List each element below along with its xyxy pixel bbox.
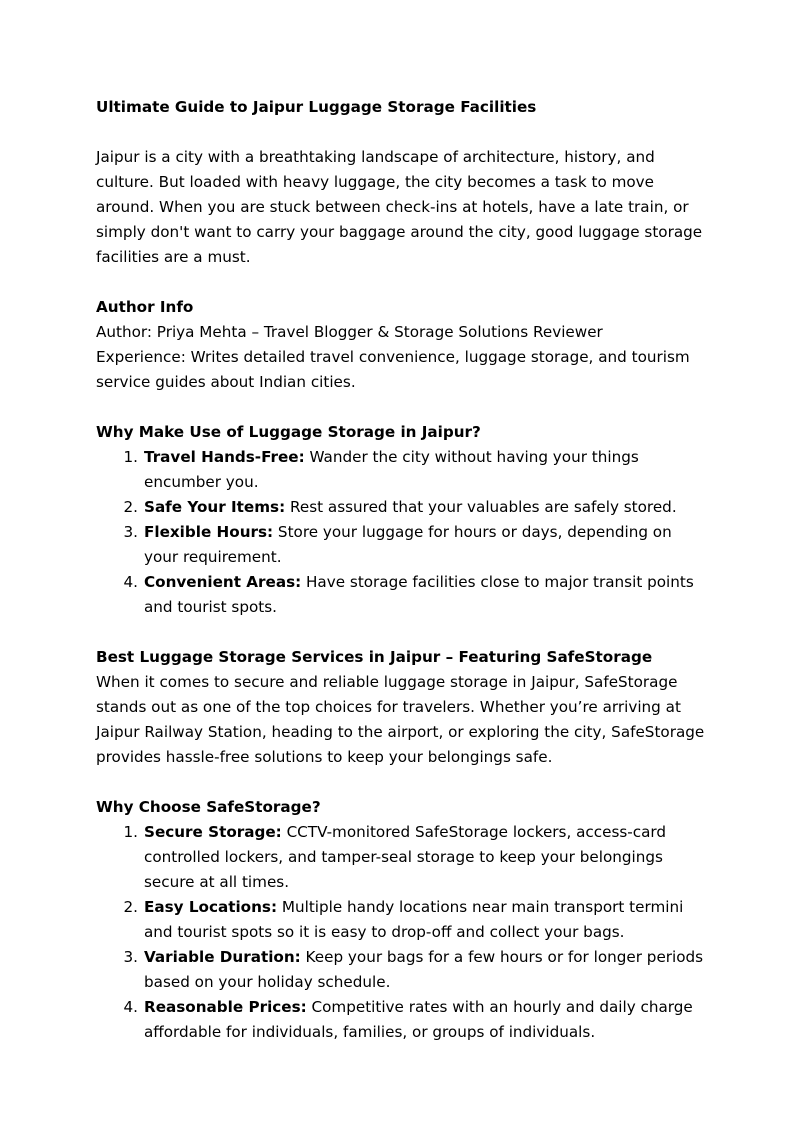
list-item-term: Reasonable Prices:: [144, 998, 307, 1016]
list-item-text: Keep your bags for a few hours or for longer periods based on your holiday schedule.: [144, 948, 704, 991]
list-item: [144, 495, 706, 520]
list-item-term: Flexible Hours:: [144, 523, 274, 541]
why-choose-heading: Why Choose SafeStorage?: [96, 798, 321, 816]
list-item-term: Convenient Areas:: [144, 573, 302, 591]
list-item: [144, 895, 706, 945]
list-item: [144, 445, 706, 495]
list-item: [144, 820, 706, 895]
list-item: [144, 570, 706, 620]
best-services-paragraph: When it comes to secure and reliable luggage storage in Jaipur, SafeStorage stands out as one of the top choices for travelers. Whether you’re arriving at Jaipur Railway Station, heading to the airport, or exploring the city, SafeStorage provides hassle-free solutions to keep your belongings safe.: [96, 673, 705, 766]
list-item-text: Multiple handy locations near main transport termini and tourist spots so it is easy to drop-off and collect your bags.: [144, 898, 684, 941]
list-item-text: CCTV-monitored SafeStorage lockers, access-card controlled lockers, and tamper-seal storage to keep your belongings secure at all times.: [144, 823, 667, 891]
document-content: [96, 95, 706, 1045]
experience-line: Experience: Writes detailed travel convenience, luggage storage, and tourism service guides about Indian cities.: [96, 348, 690, 391]
why-use-list: [96, 445, 706, 620]
intro-paragraph: Jaipur is a city with a breathtaking landscape of architecture, history, and culture. But loaded with heavy luggage, the city becomes a task to move around. When you are stuck between check-ins at hotels, have a late train, or simply don't want to carry your baggage around the city, good luggage storage facilities are a must.: [96, 148, 703, 266]
best-services-heading: Best Luggage Storage Services in Jaipur – Featuring SafeStorage: [96, 648, 653, 666]
list-item-term: Secure Storage:: [144, 823, 282, 841]
list-item-text: Have storage facilities close to major transit points and tourist spots.: [144, 573, 694, 616]
list-item: [144, 945, 706, 995]
list-item-term: Variable Duration:: [144, 948, 301, 966]
list-item-text: Rest assured that your valuables are safely stored.: [285, 498, 677, 516]
list-item: [144, 995, 706, 1045]
list-item-term: Easy Locations:: [144, 898, 278, 916]
list-item-term: Safe Your Items:: [144, 498, 286, 516]
why-choose-list: [96, 820, 706, 1045]
list-item: [144, 520, 706, 570]
list-item-text: Competitive rates with an hourly and daily charge affordable for individuals, families, or groups of individuals.: [144, 998, 693, 1041]
list-item-text: Store your luggage for hours or days, depending on your requirement.: [144, 523, 672, 566]
list-item-text: Wander the city without having your things encumber you.: [144, 448, 639, 491]
list-item-term: Travel Hands-Free:: [144, 448, 305, 466]
why-use-heading: Why Make Use of Luggage Storage in Jaipur?: [96, 423, 481, 441]
author-info-heading: Author Info: [96, 298, 194, 316]
document-title: Ultimate Guide to Jaipur Luggage Storage Facilities: [96, 98, 537, 116]
author-line: Author: Priya Mehta – Travel Blogger & Storage Solutions Reviewer: [96, 323, 603, 341]
